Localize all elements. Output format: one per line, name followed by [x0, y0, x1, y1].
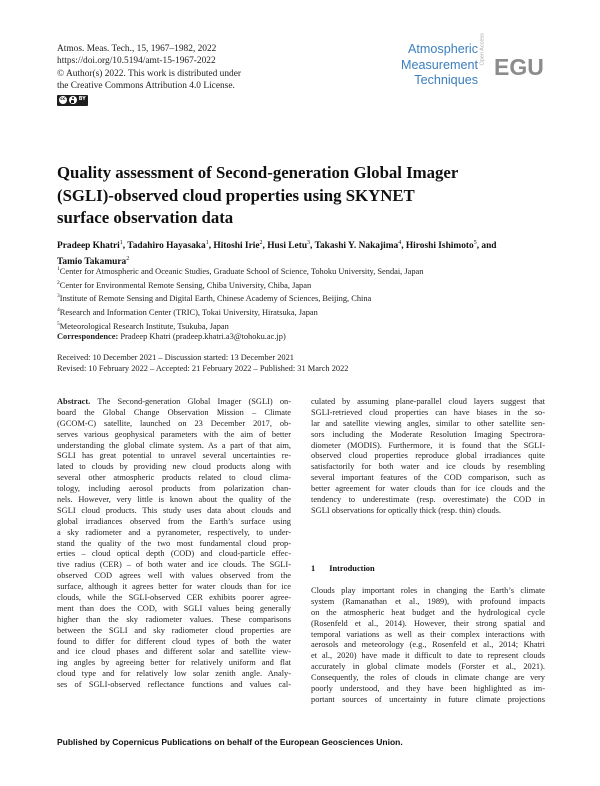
author-name[interactable]: Tamio Takamura	[57, 256, 127, 267]
text-line: ses of SGLI-observed reflectance functions and values cal-	[57, 680, 291, 690]
copyright-line-1: © Author(s) 2022. This work is distributed under	[57, 68, 242, 79]
author-affiliation-number: 4	[398, 240, 402, 246]
text-line: clouds, while the SGLI-observed CER exhibits poorer agree-	[57, 593, 291, 603]
author-name[interactable]: Hitoshi Irie	[213, 241, 260, 252]
history-line: Revised: 10 February 2022 – Accepted: 21 February 2022 – Published: 31 March 2022	[57, 364, 349, 374]
text-line: et al., 2020) have made it difficult to date to represent clouds	[311, 651, 545, 661]
text-line: SGLI cloud products. This study uses data about clouds and	[57, 505, 291, 515]
journal-logo[interactable]	[386, 33, 551, 92]
text-line: better agreement for water clouds than for ice clouds and the	[311, 484, 545, 494]
text-line: diometer (MODIS). Furthermore, it is found that the SGLI-	[311, 440, 545, 450]
text-line: (GCOM-C) satellite, launched on 23 December 2017, ob-	[57, 418, 291, 428]
text-line: (Rosenfeld et al., 2014). However, their strong spatial and	[311, 618, 545, 628]
text-line: ment than does the COD, with SGLI values being generally	[57, 603, 291, 613]
text-line: system (Ramanathan et al., 1989), with profound impacts	[311, 596, 545, 606]
author-affiliation-number: 2	[259, 240, 263, 246]
introduction-text	[311, 586, 545, 706]
egu-logo-text: EGU	[494, 54, 544, 80]
text-line: ing angles by agreeing better for relatively uniform and flat	[57, 658, 291, 668]
text-line: several other atmospheric products related to cloud clima-	[57, 473, 291, 483]
author-affiliation-number: 3	[307, 240, 311, 246]
text-line: higher than the sky radiometer values. These comparisons	[57, 614, 291, 624]
text-line: understanding the global climate system. As a part of that aim,	[57, 440, 291, 450]
author-affiliation-number: 5	[473, 240, 477, 246]
text-line: sors including the Moderate Resolution Imaging Spectrora-	[311, 429, 545, 439]
text-line: board the Global Change Observation Mission – Climate	[57, 407, 291, 417]
text-line: serves various geophysical parameters with the aim of better	[57, 429, 291, 439]
author-affiliation-number: 1	[205, 240, 209, 246]
text-line: found to differ for different cloud types of both the water	[57, 636, 291, 646]
author-name[interactable]: Tadahiro Hayasaka	[127, 241, 206, 252]
text-line: culated by assuming plane-parallel cloud layers suggest that	[311, 397, 545, 406]
text-line: SGLI has great potential to unravel several uncertainties re-	[57, 451, 291, 461]
text-line: observed cloud properties reproduce global irradiances quite	[311, 451, 545, 461]
text-line: cloud type and for relatively low solar zenith angle. Analy-	[57, 669, 291, 679]
publisher-footer: Published by Copernicus Publications on behalf of the European Geosciences Union.	[57, 737, 403, 747]
abstract-left-column	[57, 397, 291, 691]
author-name[interactable]: Pradeep Khatri	[57, 241, 120, 252]
journal-reference: Atmos. Meas. Tech., 15, 1967–1982, 2022	[57, 44, 217, 54]
text-line: Abstract. The Second-generation Global Imager (SGLI) on-	[57, 397, 291, 406]
author-name[interactable]: Husi Letu	[267, 241, 308, 252]
egu-logo-icon	[493, 48, 544, 82]
author-name[interactable]: Hiroshi Ishimoto	[405, 241, 474, 252]
text-line: SGLI observations for optically thick (resp. thin) clouds.	[311, 505, 502, 515]
text-line: between the SGLI and sky radiometer cloud properties are	[57, 625, 291, 635]
text-line: several important features of the COD comparison, such as	[311, 473, 545, 483]
author-list: Pradeep Khatri$^1$, Tadahiro Hayasaka$^1$, Hitoshi Irie$^2$, Husi Letu$^3$, Takashi Y. Nakajima$^4$, Hiroshi Ishimoto$^5$, and Tamio Takamura$^2$	[57, 240, 497, 267]
affiliation-item: $^4$Research and Information Center (TRIC), Tokai University, Hiratsuka, Japan	[57, 307, 318, 317]
text-line: tive radius (CER) – of both water and ice clouds. The SGLI-	[57, 560, 291, 570]
text-line: aerosols and meteorology (e.g., Rosenfeld et al., 2014; Khatri	[311, 640, 545, 650]
text-line: surface, although it agrees better for water clouds than for ice	[57, 582, 291, 592]
text-line: Consequently, the roles of clouds in climate change are very	[311, 673, 545, 683]
text-line: stand the quality of the two most fundamental cloud prop-	[57, 538, 291, 548]
publication-history	[57, 352, 348, 375]
affiliation-item: $^3$Institute of Remote Sensing and Digital Earth, Chinese Academy of Sciences, Beijing, China	[57, 293, 372, 304]
citation-block	[57, 43, 241, 106]
text-line: a sky radiometer and a pyranometer, respectively, to under-	[57, 527, 291, 537]
text-line: observed COD agrees well with values observed from the	[57, 571, 291, 581]
author-affiliation-number: 2	[126, 255, 130, 262]
paper-title: Quality assessment of Second-generation Global Imager (SGLI)-observed cloud properties using SKYNET surface observation data	[57, 163, 459, 228]
text-line: lated to clouds by providing new cloud products along with	[57, 462, 291, 472]
cc-badge-label: BY	[78, 96, 86, 102]
history-line: Received: 10 December 2021 – Discussion started: 13 December 2021	[57, 353, 294, 362]
cc-icon: cc	[59, 96, 67, 104]
affiliation-item: $^2$Center for Environmental Remote Sensing, Chiba University, Chiba, Japan	[57, 279, 312, 290]
text-line: satisfactorily for both water and ice clouds by resembling	[311, 462, 545, 472]
text-line: temporal variations as well as their complex interactions with	[311, 629, 545, 639]
affiliation-item: $^1$Center for Atmospheric and Oceanic Studies, Graduate School of Science, Tohoku University, Sendai, Japan	[57, 266, 424, 276]
cc-by-license-icon[interactable]	[57, 95, 88, 106]
section-heading-introduction	[311, 564, 375, 573]
text-line: erties – cloud optical depth (COD) and cloud-particle effec-	[57, 549, 291, 559]
text-line: global irradiances observed from the Earth’s surface using	[57, 516, 291, 526]
author-name[interactable]: Takashi Y. Nakajima	[314, 241, 399, 252]
doi-link[interactable]: https://doi.org/10.5194/amt-15-1967-2022	[57, 56, 216, 67]
text-line: Clouds play important roles in changing the Earth’s climate	[311, 586, 545, 595]
text-line: nels. However, very little is known about the quality of the	[57, 495, 291, 505]
copyright-line-2: the Creative Commons Attribution 4.0 License.	[57, 81, 235, 92]
text-line: and ice cloud phases and different solar and satellite view-	[57, 647, 291, 657]
affiliation-list	[57, 264, 423, 333]
text-line: tendency to underestimate (resp. overestimate) the COD in	[311, 495, 545, 505]
affiliation-item: $^5$Meteorological Research Institute, Tsukuba, Japan	[57, 320, 229, 331]
section-number: 1	[311, 564, 316, 573]
text-line: lar and satellite viewing angles, similar to other satellite sen-	[311, 418, 545, 428]
section-title: Introduction	[329, 564, 375, 573]
abstract-label: Abstract.	[57, 397, 91, 406]
journal-name: Atmospheric Measurement Techniques	[401, 42, 478, 88]
text-line: portant sources of uncertainty in future climate projections	[311, 694, 545, 704]
text-line: on the atmospheric heat budget and the hydrological cycle	[311, 607, 545, 617]
correspondence-label: Correspondence:	[57, 332, 119, 341]
correspondence	[57, 332, 286, 341]
text-line: SGLI-retrieved cloud properties can have biases in the so-	[311, 407, 545, 417]
text-line: tology, including aerosol products from polarization chan-	[57, 484, 291, 494]
abstract-right-column	[311, 397, 545, 517]
open-access-label: Open Access	[479, 33, 486, 66]
author-affiliation-number: 1	[119, 240, 123, 246]
by-person-icon	[69, 96, 77, 104]
correspondence-email[interactable]: Pradeep Khatri (pradeep.khatri.a3@tohoku.ac.jp)	[120, 332, 286, 341]
text-line: accurately in global climate models (Forster et al., 2021).	[311, 662, 545, 672]
text-line: poorly understood, and they have been highlighted as im-	[311, 684, 545, 694]
